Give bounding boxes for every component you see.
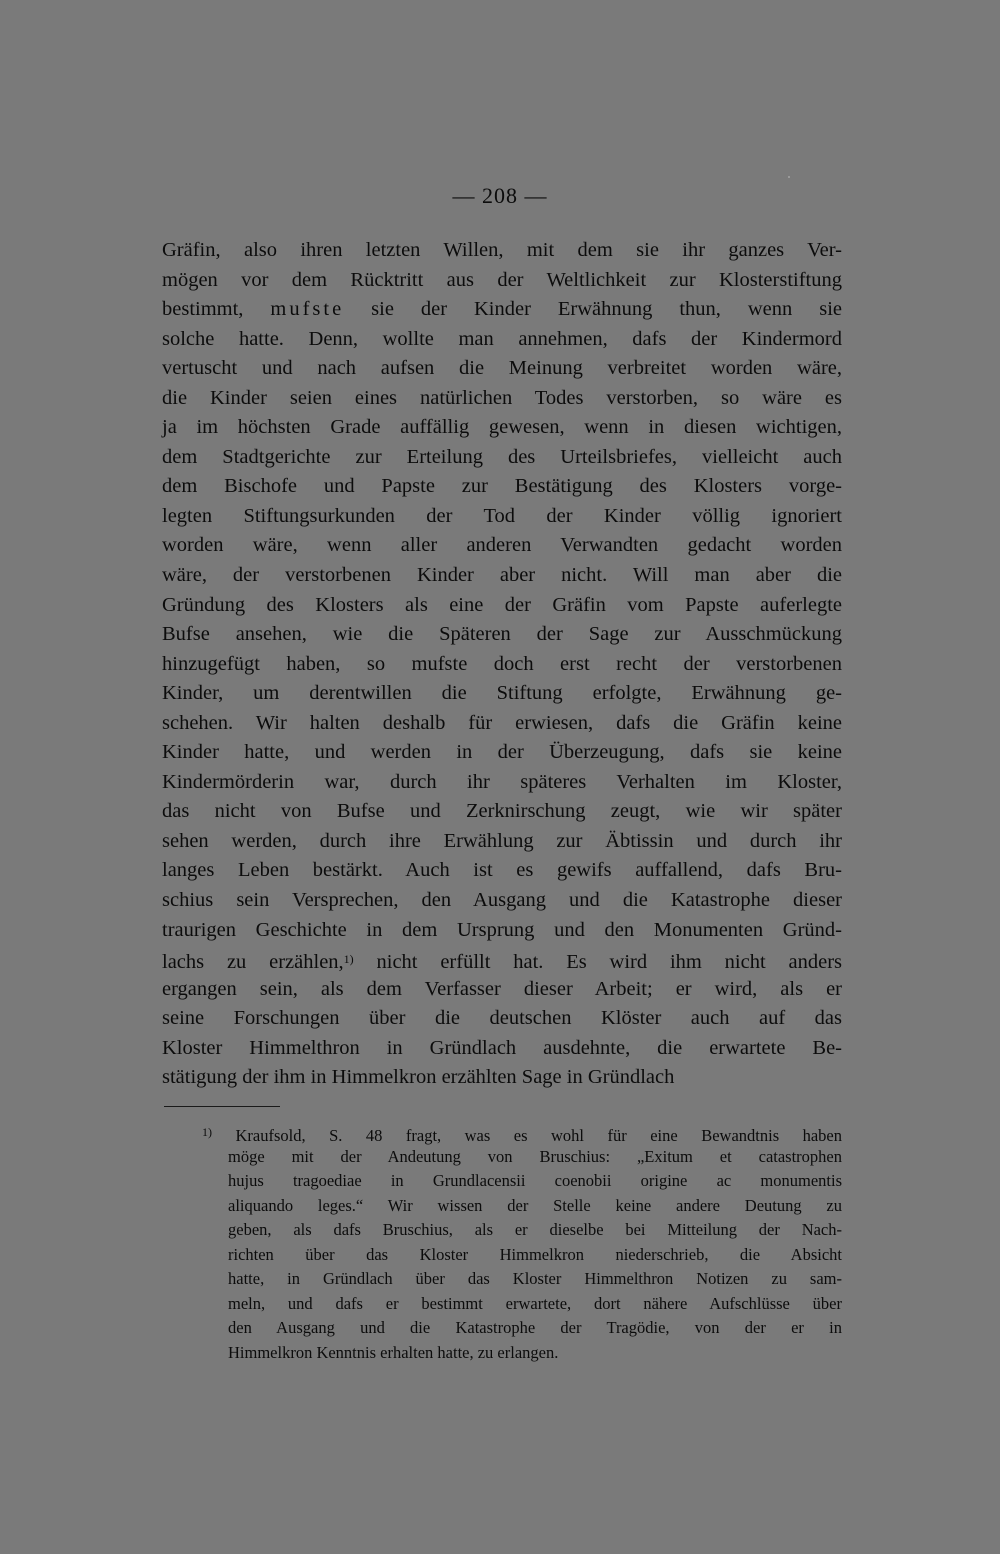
text-line: die Kinder seien eines natürlichen Todes verstorben, so wäre es: [162, 386, 842, 409]
text-line: ja im höchsten Grade auffällig gewesen, wenn in diesen wichtigen,: [162, 416, 842, 439]
footnote-block: [162, 1120, 842, 1365]
text-line: vertuscht und nach aufsen die Meinung verbreitet worden wäre,: [162, 357, 842, 380]
text-line: langes Leben bestärkt. Auch ist es gewifs auffallend, dafs Bru-: [162, 859, 842, 882]
text-fragment: lachs zu erzählen,: [162, 951, 344, 974]
footnote-divider: [164, 1106, 280, 1107]
footnote-line: möge mit der Andeutung von Bruschius: „Exitum et catastrophen: [228, 1146, 842, 1166]
text-line: [162, 945, 842, 975]
text-fragment: Kraufsold, S. 48 fragt, was es wohl für eine Bewandtnis haben: [235, 1126, 842, 1145]
text-line: legten Stiftungsurkunden der Tod der Kinder völlig ignoriert: [162, 504, 842, 527]
footnote-line: geben, als dafs Bruschius, als er dieselbe bei Mitteilung der Nach-: [228, 1220, 842, 1239]
text-line: Kloster Himmelthron in Gründlach ausdehnte, die erwartete Be-: [162, 1036, 842, 1059]
text-line: Kinder hatte, und werden in der Überzeugung, dafs sie keine: [162, 741, 842, 764]
text-line: stätigung der ihm in Himmelkron erzählten Sage in Gründlach: [162, 1066, 675, 1089]
footnote-reference[interactable]: 1): [343, 952, 354, 967]
text-line: Bufse ansehen, wie die Späteren der Sage zur Ausschmückung: [162, 623, 842, 646]
text-line: mögen vor dem Rücktritt aus der Weltlichkeit zur Klosterstiftung: [162, 268, 842, 291]
footnote-line: aliquando leges.“ Wir wissen der Stelle keine andere Deutung zu: [228, 1195, 842, 1215]
footnote-line: richten über das Kloster Himmelkron niederschrieb, die Absicht: [228, 1244, 842, 1264]
text-line: schius sein Versprechen, den Ausgang und die Katastrophe dieser: [162, 889, 842, 912]
footnote-line: meln, und dafs er bestimmt erwartete, dort nähere Aufschlüsse über: [228, 1293, 842, 1313]
text-line: dem Bischofe und Papste zur Bestätigung des Klosters vorge-: [162, 475, 842, 498]
text-line: hinzugefügt haben, so mufste doch erst recht der verstorbenen: [162, 652, 842, 675]
text-line: [162, 295, 842, 325]
text-line: Kinder, um derentwillen die Stiftung erfolgte, Erwähnung ge-: [162, 682, 842, 705]
footnote-marker: 1): [202, 1125, 212, 1139]
scan-speck: [788, 176, 790, 178]
text-line: sehen werden, durch ihre Erwählung zur Äbtissin und durch ihr: [162, 829, 842, 852]
text-line: schehen. Wir halten deshalb für erwiesen, dafs die Gräfin keine: [162, 711, 842, 734]
text-line: dem Stadtgerichte zur Erteilung des Urteilsbriefes, vielleicht auch: [162, 445, 842, 468]
text-line: solche hatte. Denn, wollte man annehmen, dafs der Kindermord: [162, 327, 842, 350]
text-line: Kindermörderin war, durch ihr späteres Verhalten im Kloster,: [162, 770, 842, 793]
text-line: traurigen Geschichte in dem Ursprung und den Monumenten Gründ-: [162, 918, 842, 941]
footnote-line: den Ausgang und die Katastrophe der Tragödie, von der er in: [228, 1318, 842, 1337]
footnote-line: [162, 1120, 842, 1145]
text-line: worden wäre, wenn aller anderen Verwandten gedacht worden: [162, 534, 842, 557]
text-line: Gräfin, also ihren letzten Willen, mit dem sie ihr ganzes Ver-: [162, 239, 842, 261]
text-fragment: bestimmt,: [162, 298, 271, 321]
page-number: — 208 —: [452, 183, 548, 208]
body-text: [162, 236, 842, 1093]
text-line: seine Forschungen über die deutschen Klöster auch auf das: [162, 1007, 842, 1030]
text-line: ergangen sein, als dem Verfasser dieser Arbeit; er wird, als er: [162, 977, 842, 1000]
footnote-line: hatte, in Gründlach über das Kloster Himmelthron Notizen zu sam-: [228, 1269, 842, 1288]
emphasized-word: mufste: [270, 298, 345, 321]
text-fragment: sie der Kinder Erwähnung thun, wenn sie: [344, 298, 842, 321]
text-fragment: nicht erfüllt hat. Es wird ihm nicht anders: [376, 951, 842, 974]
text-line: das nicht von Bufse und Zerknirschung zeugt, wie wir später: [162, 800, 842, 823]
footnote-line: hujus tragoediae in Grundlacensii coenobii origine ac monumentis: [228, 1171, 842, 1190]
text-line: Gründung des Klosters als eine der Gräfin vom Papste auferlegte: [162, 593, 842, 616]
footnote-line: Himmelkron Kenntnis erhalten hatte, zu erlangen.: [228, 1342, 559, 1362]
text-line: wäre, der verstorbenen Kinder aber nicht. Will man aber die: [162, 564, 842, 587]
